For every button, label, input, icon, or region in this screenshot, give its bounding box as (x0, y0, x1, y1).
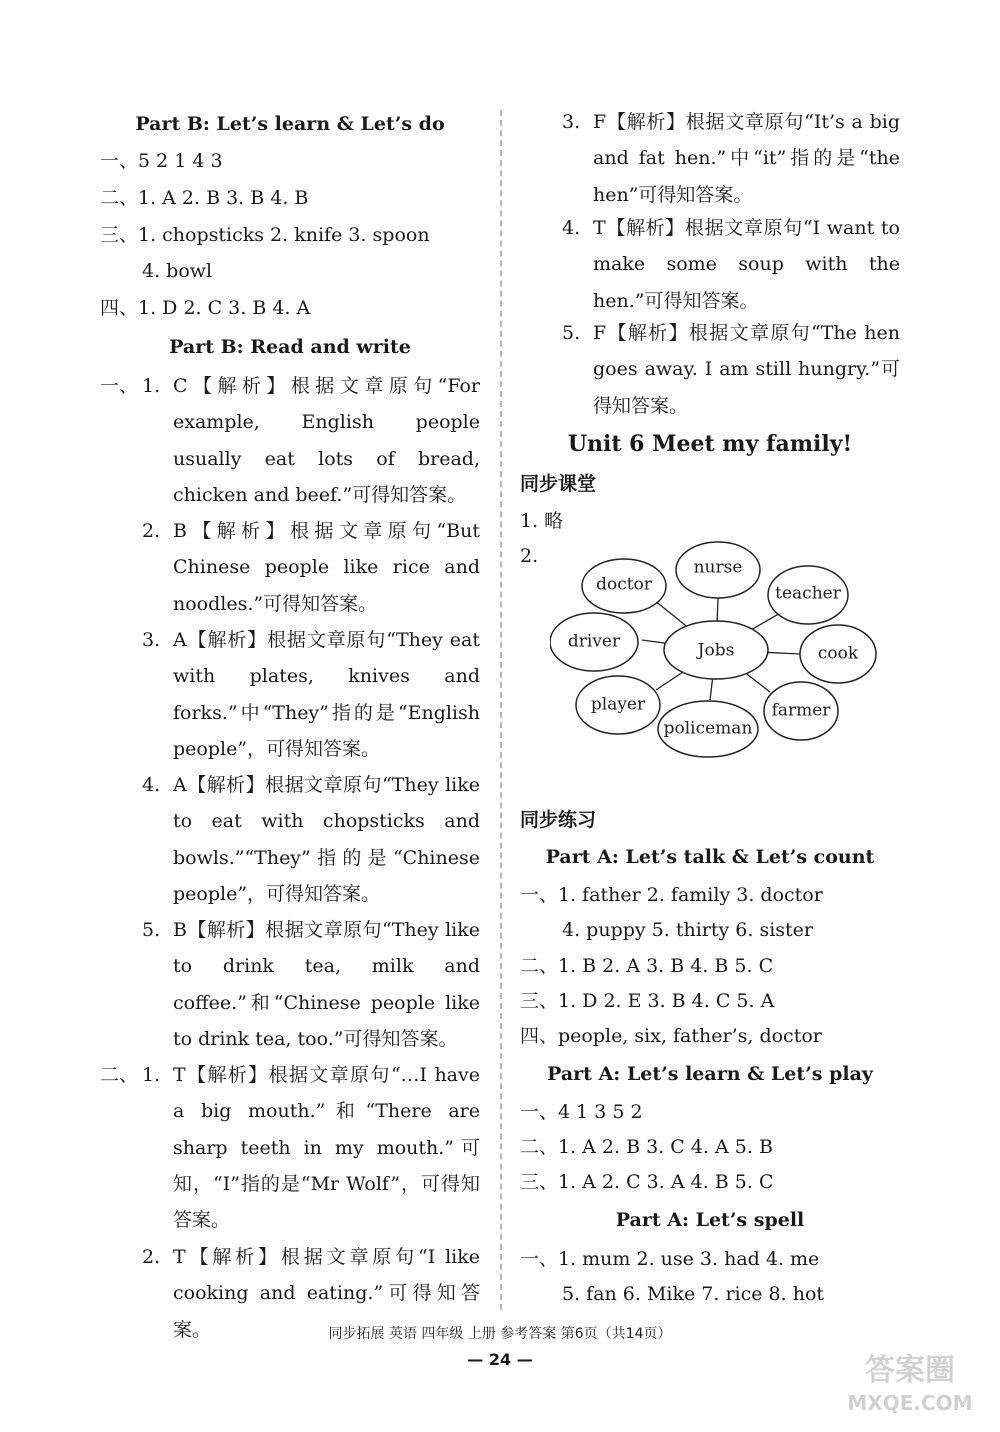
item-number: 5. (562, 322, 581, 344)
answer-line: 4. puppy 5. thirty 6. sister (562, 919, 813, 941)
explanation-item (562, 210, 900, 318)
answer-line: 一、1. mum 2. use 3. had 4. me (520, 1248, 820, 1270)
item-text: C【解析】根据文章原句“For example, English people usually eat lots of bread, chicken and beef.”可得知答案。 (173, 375, 480, 506)
center-label: Jobs (697, 640, 735, 661)
answer-line: 二、1. A 2. B 3. B 4. B (100, 187, 309, 209)
item-text: B【解析】根据文章原句“But Chinese people like rice and noodles.”可得知答案。 (173, 520, 480, 615)
node-label: farmer (771, 700, 831, 721)
answer-line: 5. fan 6. Mike 7. rice 8. hot (562, 1283, 825, 1305)
item-text: A【解析】根据文章原句“They eat with plates, knives and forks.”中“They”指的是“English people”，可得知答案。 (173, 629, 480, 760)
item-text: T【解析】根据文章原句“I want to make some soup with the hen.”可得知答案。 (593, 217, 900, 312)
explanation-item (142, 368, 480, 513)
explanation-item (142, 513, 480, 622)
column-divider (500, 110, 502, 1310)
unit-title: Unit 6 Meet my family! (567, 431, 853, 457)
answer-line: 四、1. D 2. C 3. B 4. A (100, 297, 311, 319)
explanation-item (142, 1057, 480, 1239)
item-text: B【解析】根据文章原句“They like to drink tea, milk and coffee.”和“Chinese people like to drink tea, too.”可得知答案。 (173, 919, 480, 1050)
item-number: 1. (142, 375, 161, 397)
explanation-item (142, 1239, 480, 1341)
item-number: 5. (142, 919, 161, 941)
section-heading-talk-count: Part A: Let’s talk & Let’s count (545, 846, 875, 868)
explanation-item (142, 912, 480, 1057)
explanation-item (142, 767, 480, 912)
answer-line: 三、1. D 2. E 3. B 4. C 5. A (520, 990, 775, 1012)
watermark-logo (830, 1340, 990, 1420)
explanation-item (562, 104, 900, 212)
node-label: nurse (693, 557, 743, 578)
item-number: 4. (142, 774, 161, 796)
answer-line: 2. (520, 545, 539, 567)
section-heading-spell: Part A: Let’s spell (615, 1209, 805, 1231)
footer-info: 同步拓展 英语 四年级 上册 参考答案 第6页（共14页） (328, 1326, 672, 1342)
answer-line: 三、1. chopsticks 2. knife 3. spoon (100, 224, 430, 246)
node-label: doctor (596, 574, 652, 595)
item-number: 1. (142, 1064, 161, 1086)
watermark-url: MXQE.COM (847, 1391, 973, 1415)
item-text: F【解析】根据文章原句“It’s a big and fat hen.”中“it”指的是“the hen”可得知答案。 (593, 111, 900, 206)
item-number: 3. (142, 629, 161, 651)
jobs-mind-map (550, 540, 890, 760)
section-heading-read-write: Part B: Read and write (169, 336, 411, 358)
answer-line: 二、1. A 2. B 3. C 4. A 5. B (520, 1136, 773, 1158)
node-label: policeman (663, 718, 753, 739)
item-number: 2. (142, 520, 161, 542)
section-heading-learn-do: Part B: Let’s learn & Let’s do (135, 113, 445, 135)
node-label: driver (567, 631, 621, 652)
answer-line: 一、5 2 1 4 3 (100, 150, 223, 172)
item-text: T【解析】根据文章原句“…I have a big mouth.”和“There are sharp teeth in my mouth.”可知，“I”指的是“Mr Wolf”，可得知答案。 (173, 1064, 480, 1232)
answer-line: 一、4 1 3 5 2 (520, 1101, 643, 1123)
answer-line: 四、people, six, father’s, doctor (520, 1025, 822, 1047)
node-label: player (590, 694, 646, 715)
section-heading-learn-play: Part A: Let’s learn & Let’s play (547, 1063, 873, 1085)
page-number: — 24 — (467, 1350, 533, 1369)
item-text: T【解析】根据文章原句“I like cooking and eating.”可得知答案。 (173, 1246, 480, 1341)
node-label: teacher (775, 583, 841, 604)
node-label: cook (817, 643, 859, 664)
section-title-classroom: 同步课堂 (520, 473, 597, 495)
explanation-item (142, 622, 480, 767)
answer-line: 4. bowl (142, 260, 213, 282)
item-number: 4. (562, 217, 581, 239)
item-number: 2. (142, 1246, 161, 1268)
item-text: A【解析】根据文章原句“They like to eat with chopsticks and bowls.”“They”指的是“Chinese people”，可得知答案。 (173, 774, 480, 905)
explanation-item (562, 315, 900, 423)
question-label: 二、 (100, 1064, 139, 1086)
watermark-logo-text: 答案圈 (865, 1353, 955, 1388)
question-label: 一、 (100, 375, 139, 397)
item-text: F【解析】根据文章原句“The hen goes away. I am still hungry.”可得知答案。 (593, 322, 900, 417)
item-number: 3. (562, 111, 581, 133)
answer-line: 一、1. father 2. family 3. doctor (520, 884, 823, 906)
section-title-practice: 同步练习 (520, 809, 597, 831)
answer-line: 三、1. A 2. C 3. A 4. B 5. C (520, 1171, 774, 1193)
answer-line: 二、1. B 2. A 3. B 4. B 5. C (520, 955, 774, 977)
answer-line: 1. 略 (520, 510, 564, 532)
